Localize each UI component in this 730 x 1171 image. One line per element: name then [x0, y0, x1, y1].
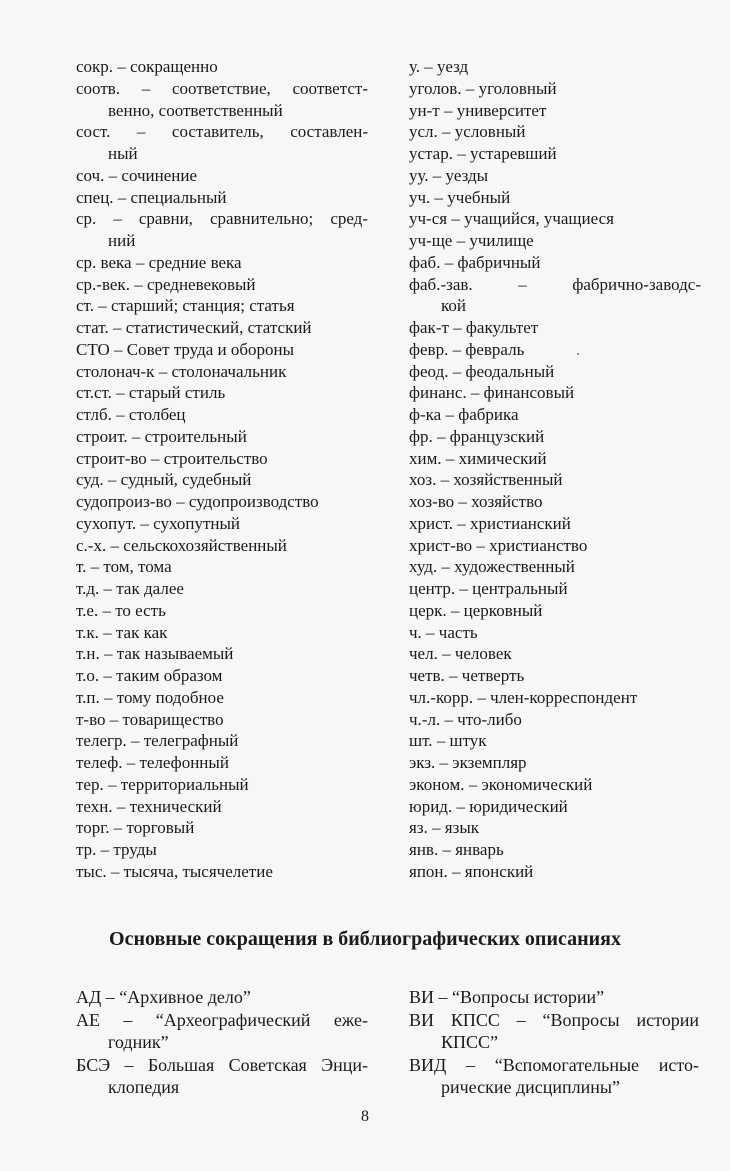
entry-line: февр. – февраль	[409, 339, 525, 359]
entry-line: СТО – Совет труда и обороны	[76, 339, 295, 359]
entry-line: центр. – центральный	[409, 579, 568, 598]
entry-line: уч. – учебный	[409, 187, 511, 207]
entry-line: яз. – язык	[409, 818, 480, 838]
entry-line: ВИ – “Вопросы истории”	[409, 987, 605, 1007]
entry-line: БСЭ – Большая Советская Энци-	[76, 1054, 368, 1075]
entry-line: тер. – территориальный	[76, 774, 249, 794]
entry-line: ср.-век. – средневековый	[76, 274, 256, 294]
entry-line: уголов. – уголовный	[409, 78, 557, 98]
entry-line: суд. – судный, судебный	[76, 470, 252, 490]
entry-line: ср. – сравни, сравнительно; сред-	[76, 209, 368, 229]
entry-line: юрид. – юридический	[409, 796, 568, 816]
bibliography-right-column	[409, 986, 699, 1099]
entry-line: сокр. – сокращенно	[76, 57, 218, 76]
entry-line: спец. – специальный	[76, 187, 227, 207]
bibliography-left-column	[76, 986, 368, 1099]
entry-line: сухопут. – сухопутный	[76, 513, 240, 533]
abbreviations-right-column	[409, 56, 701, 883]
entry-line: тыс. – тысяча, тысячелетие	[76, 861, 273, 881]
entry-line: соотв. – соответствие, соответст-	[76, 78, 368, 98]
entry-line: соч. – сочинение	[76, 165, 198, 185]
entry-line: т.н. – так называемый	[76, 644, 234, 664]
entry-line: худ. – художественный	[409, 557, 575, 577]
entry-line: финанс. – финансовый	[409, 383, 575, 403]
entry-line: церк. – церковный	[409, 600, 543, 620]
entry-line: с.-х. – сельскохозяйственный	[76, 535, 287, 555]
entry-line: сост. – составитель, составлен-	[76, 122, 368, 142]
entry-line: феод. – феодальный	[409, 361, 555, 381]
entry-line: ч. – часть	[409, 622, 478, 642]
entry-line: тр. – труды	[76, 840, 157, 859]
entry-line: телегр. – телеграфный	[76, 731, 239, 751]
entry-line: фаб. – фабричный	[409, 252, 541, 272]
entry-line: т-во – товарищество	[76, 709, 224, 729]
entry-line: ний	[108, 231, 136, 250]
entry-line: фак-т – факультет	[409, 318, 539, 337]
entry-line: у. – уезд	[409, 57, 469, 76]
entry-line: ный	[108, 144, 138, 163]
entry-line: стлб. – столбец	[76, 405, 186, 424]
entry-line: т.п. – тому подобное	[76, 687, 224, 707]
entry-line: стат. – статистический, статский	[76, 318, 312, 337]
section-heading: Основные сокращения в библиографических описаниях	[109, 928, 621, 950]
entry-line: торг. – торговый	[76, 818, 195, 838]
page-number: 8	[361, 1108, 369, 1125]
entry-line: фаб.-зав. – фабрично-заводс-	[409, 274, 701, 294]
abbreviations-left-column	[76, 56, 368, 883]
entry-line: рические дисциплины”	[441, 1077, 620, 1097]
entry-line: т. – том, тома	[76, 557, 172, 577]
entry-line: венно, соответственный	[108, 100, 283, 120]
entry-line: четв. – четверть	[409, 666, 525, 685]
entry-line: ср. века – средние века	[76, 252, 242, 272]
entry-line: столонач-к – столоначальник	[76, 361, 287, 381]
entry-line: уч-ще – училище	[409, 231, 534, 250]
entry-line: ВИ КПСС – “Вопросы истории	[409, 1009, 699, 1030]
entry-line: уч-ся – учащийся, учащиеся	[409, 209, 614, 229]
entry-line: т.е. – то есть	[76, 600, 166, 620]
entry-line: япон. – японский	[409, 861, 534, 881]
entry-line: шт. – штук	[409, 731, 487, 751]
entry-line: клопедия	[108, 1077, 180, 1097]
entry-line: судопроиз-во – судопроизводство	[76, 492, 319, 511]
entry-line: ст.ст. – старый стиль	[76, 383, 226, 403]
entry-line: фр. – французский	[409, 426, 545, 446]
entry-line: христ. – христианский	[409, 513, 571, 533]
entry-line: экз. – экземпляр	[409, 753, 527, 772]
entry-line: хим. – химический	[409, 448, 547, 468]
entry-line: ст. – старший; станция; статья	[76, 296, 295, 316]
entry-line: кой	[441, 296, 466, 316]
entry-line: янв. – январь	[409, 840, 504, 859]
entry-line: эконом. – экономический	[409, 774, 593, 794]
entry-line: т.о. – таким образом	[76, 666, 223, 685]
entry-line: АД – “Архивное дело”	[76, 987, 251, 1007]
entry-line: устар. – устаревший	[409, 144, 557, 163]
entry-line: чл.-корр. – член-корреспондент	[409, 687, 638, 707]
entry-line: хоз. – хозяйственный	[409, 470, 563, 490]
entry-line: АЕ – “Археографический еже-	[76, 1009, 368, 1030]
entry-line: строит-во – строительство	[76, 448, 268, 468]
entry-line: строит. – строительный	[76, 426, 247, 446]
entry-line: т.к. – так как	[76, 622, 168, 642]
entry-line: КПСС”	[441, 1032, 499, 1052]
entry-line: хоз-во – хозяйство	[409, 492, 543, 511]
entry-line: годник”	[108, 1032, 169, 1052]
entry-line: христ-во – христианство	[409, 535, 588, 555]
scan-speck	[577, 353, 579, 355]
entry-line: телеф. – телефонный	[76, 753, 229, 772]
entry-line: ун-т – университет	[409, 100, 547, 120]
entry-line: чел. – человек	[409, 644, 512, 664]
entry-line: ф-ка – фабрика	[409, 405, 519, 424]
entry-line: ч.-л. – что-либо	[409, 709, 522, 729]
entry-line: ВИД – “Вспомогательные исто-	[409, 1054, 699, 1075]
entry-line: техн. – технический	[76, 796, 222, 816]
entry-line: т.д. – так далее	[76, 579, 184, 598]
entry-line: усл. – условный	[409, 122, 526, 142]
entry-line: уу. – уезды	[409, 165, 489, 185]
